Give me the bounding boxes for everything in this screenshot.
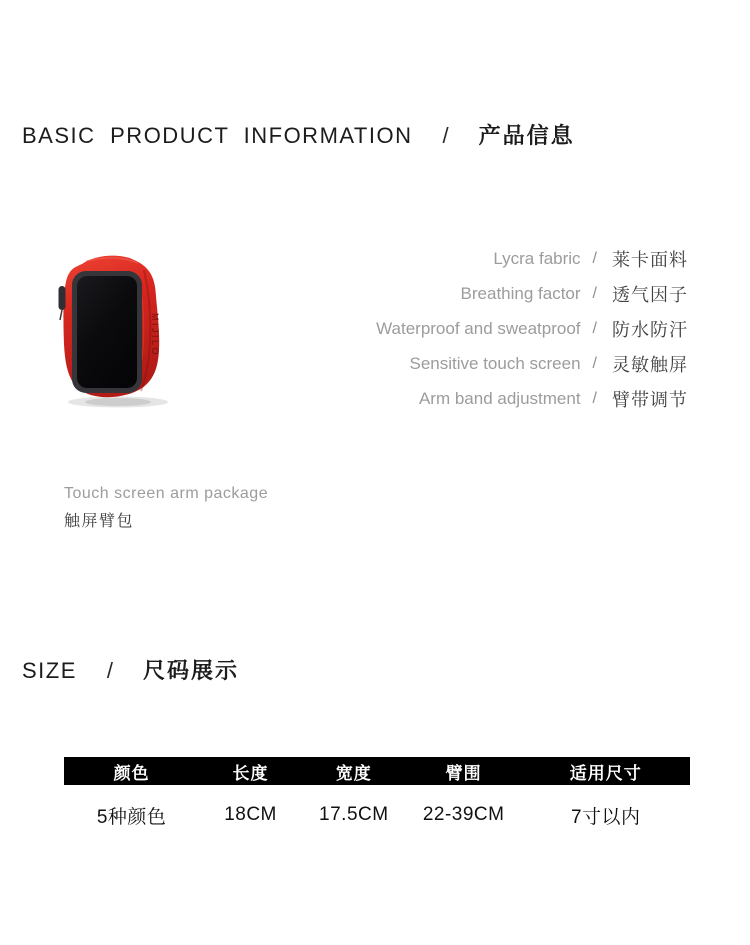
heading-slash: /	[106, 658, 114, 683]
size-table-header-color: 颜色	[113, 763, 150, 783]
feature-row-breathing-factor	[376, 276, 688, 311]
feature-label-zh: 防水防汗	[612, 319, 688, 340]
feature-row-waterproof	[376, 311, 688, 346]
brand-label: MIJILO	[150, 312, 160, 358]
feature-label-zh: 透气因子	[612, 284, 688, 305]
basic-info-heading-zh: 产品信息	[478, 123, 575, 148]
size-table-value-armgirth: 22-39CM	[422, 804, 505, 825]
feature-label-zh: 灵敏触屏	[612, 354, 688, 375]
size-heading	[22, 654, 239, 685]
feature-row-arm-band	[376, 381, 688, 416]
feature-label-zh: 莱卡面料	[612, 249, 688, 270]
product-caption-zh: 触屏臂包	[64, 513, 135, 530]
feature-slash: /	[592, 249, 597, 267]
product-image-armband	[56, 250, 172, 412]
feature-slash: /	[592, 284, 597, 302]
feature-slash: /	[592, 389, 597, 407]
feature-slash: /	[592, 354, 597, 372]
basic-info-heading-en: BASIC PRODUCT INFORMATION	[22, 123, 413, 148]
feature-label-en: Breathing factor	[460, 283, 581, 303]
feature-slash: /	[592, 319, 597, 337]
feature-row-lycra-fabric	[376, 241, 688, 276]
size-table-header-length: 长度	[232, 763, 269, 783]
feature-label-en: Lycra fabric	[493, 248, 581, 268]
feature-label-en: Waterproof and sweatproof	[376, 318, 581, 338]
product-caption	[64, 480, 268, 536]
size-table-value-color: 5种颜色	[96, 806, 167, 828]
screen-window	[77, 276, 137, 388]
heading-slash: /	[442, 123, 449, 148]
size-table-header-row	[64, 757, 690, 785]
size-heading-en: SIZE	[22, 658, 77, 683]
feature-list	[376, 241, 688, 416]
size-table-header-armgirth: 臂围	[445, 763, 482, 783]
size-table	[64, 757, 690, 829]
feature-label-zh: 臂带调节	[612, 389, 688, 410]
size-table-header-width: 宽度	[335, 763, 372, 783]
size-heading-zh: 尺码展示	[143, 658, 240, 683]
basic-info-heading	[22, 119, 575, 150]
size-table-value-width: 17.5CM	[319, 804, 389, 825]
size-table-header-fit: 适用尺寸	[569, 763, 642, 783]
zipper-pull	[59, 286, 66, 310]
feature-label-en: Sensitive touch screen	[409, 353, 581, 373]
feature-row-touch-screen	[376, 346, 688, 381]
size-table-value-row	[64, 801, 690, 829]
armband-illustration	[56, 250, 172, 412]
size-table-value-fit: 7寸以内	[570, 806, 641, 828]
size-table-value-length: 18CM	[224, 804, 277, 825]
feature-label-en: Arm band adjustment	[418, 388, 581, 408]
product-caption-en: Touch screen arm package	[64, 485, 269, 502]
